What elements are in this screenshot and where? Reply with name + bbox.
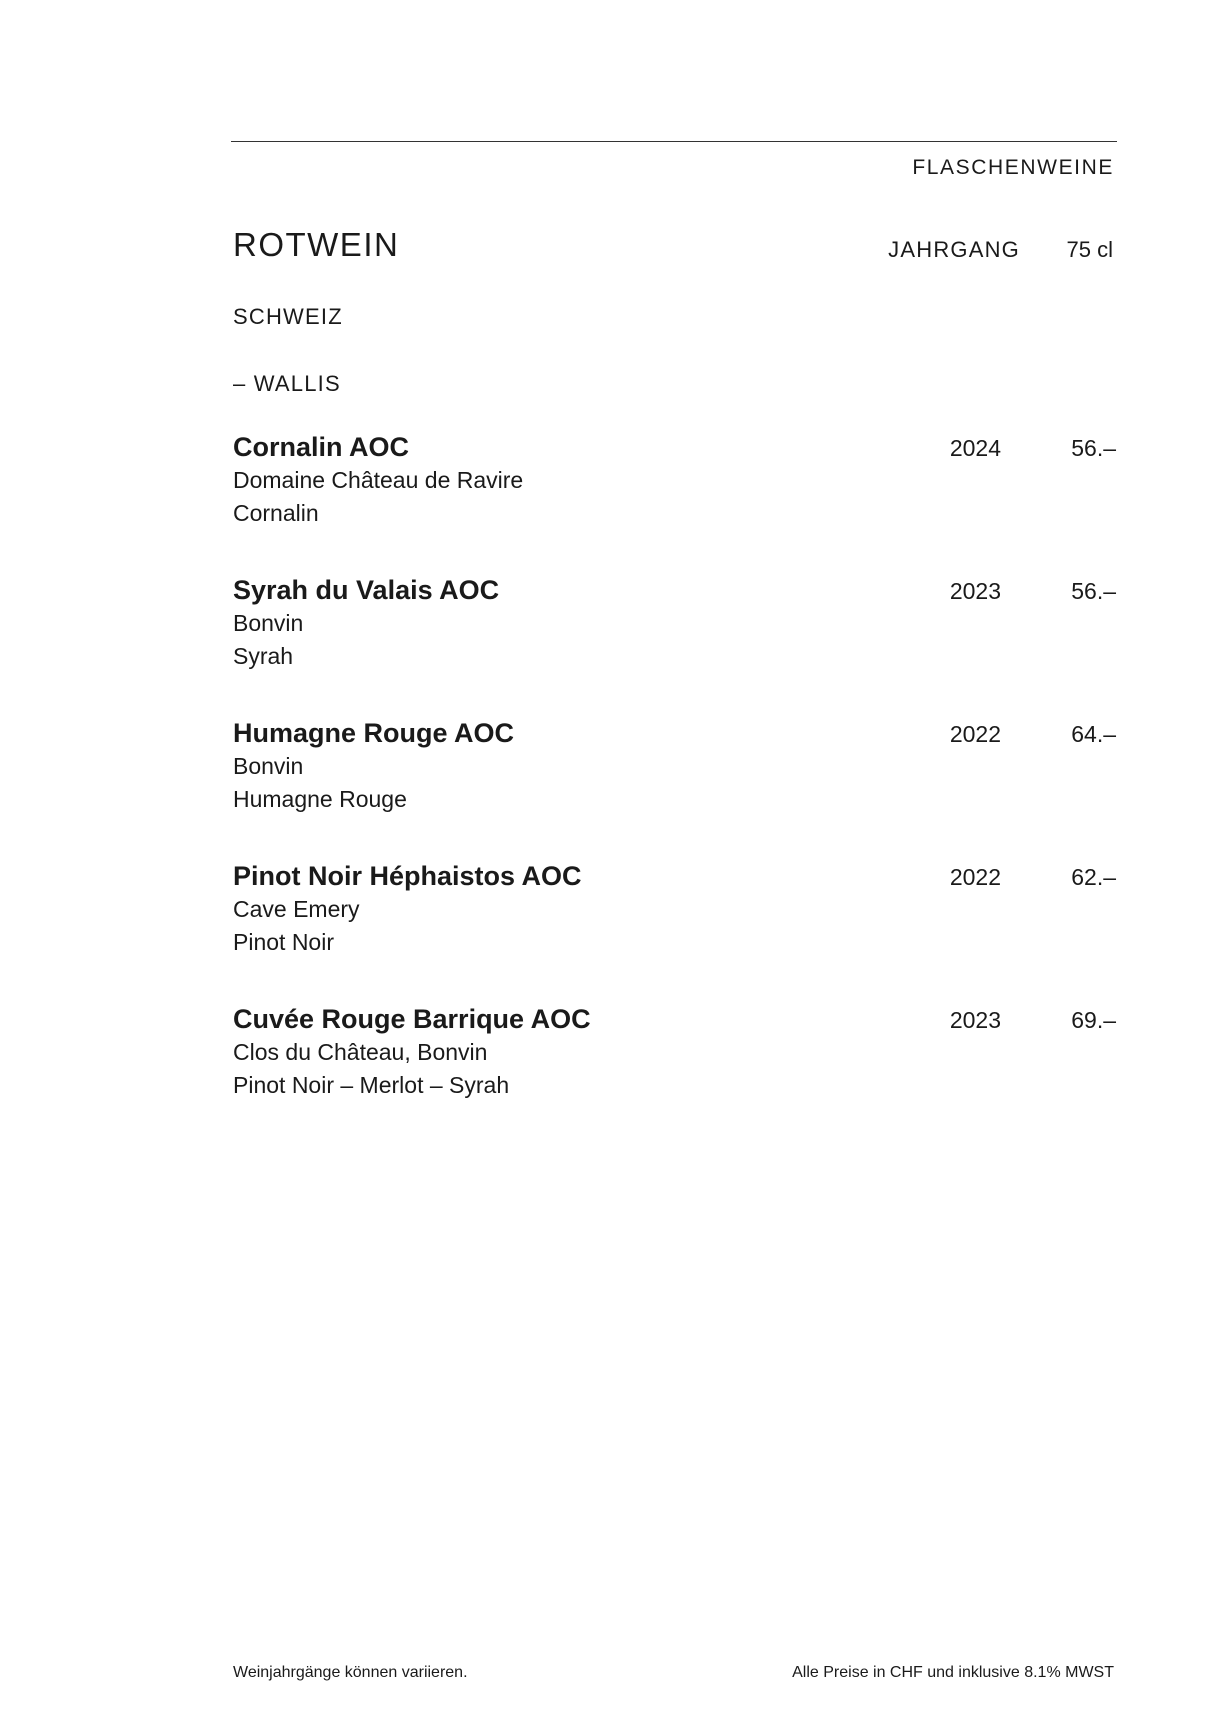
wine-item bbox=[233, 432, 1117, 542]
wine-price: 64.– bbox=[1071, 721, 1116, 747]
wine-item bbox=[233, 861, 1117, 971]
vintage-disclaimer: Weinjahrgänge können variieren. bbox=[233, 1664, 468, 1681]
wine-vintage: 2023 bbox=[949, 1007, 1001, 1033]
wine-producer: Bonvin bbox=[233, 753, 304, 779]
wine-grape: Humagne Rouge bbox=[233, 786, 407, 812]
wine-item bbox=[233, 718, 1117, 828]
wine-vintage: 2022 bbox=[949, 864, 1001, 890]
vintage-column-header: JAHRGANG bbox=[888, 237, 1020, 262]
category-title: ROTWEIN bbox=[233, 226, 400, 263]
country-heading: SCHWEIZ bbox=[233, 304, 343, 329]
wine-vintage: 2023 bbox=[949, 578, 1001, 604]
wine-vintage: 2022 bbox=[949, 721, 1001, 747]
wine-price: 62.– bbox=[1071, 864, 1116, 890]
wine-price: 56.– bbox=[1071, 435, 1116, 461]
wine-item bbox=[233, 575, 1117, 685]
wine-price: 69.– bbox=[1071, 1007, 1116, 1033]
wine-name: Humagne Rouge AOC bbox=[233, 718, 515, 748]
wine-name: Cuvée Rouge Barrique AOC bbox=[233, 1004, 591, 1034]
wine-producer: Bonvin bbox=[233, 610, 304, 636]
wine-name: Syrah du Valais AOC bbox=[233, 575, 500, 605]
section-label: FLASCHENWEINE bbox=[912, 156, 1114, 179]
wine-grape: Syrah bbox=[233, 643, 294, 669]
region-heading: – WALLIS bbox=[233, 371, 341, 396]
wine-name: Cornalin AOC bbox=[233, 432, 410, 462]
wine-price: 56.– bbox=[1071, 578, 1116, 604]
wine-vintage: 2024 bbox=[949, 435, 1001, 461]
bottle-size-column-header: 75 cl bbox=[1066, 237, 1113, 262]
price-disclaimer: Alle Preise in CHF und inklusive 8.1% MWST bbox=[792, 1664, 1114, 1681]
wine-name: Pinot Noir Héphaistos AOC bbox=[233, 861, 582, 891]
wine-item bbox=[233, 1004, 1117, 1114]
wine-producer: Clos du Château, Bonvin bbox=[233, 1039, 488, 1065]
wine-producer: Domaine Château de Ravire bbox=[233, 467, 524, 493]
wine-grape: Pinot Noir – Merlot – Syrah bbox=[233, 1072, 510, 1098]
wine-grape: Pinot Noir bbox=[233, 929, 334, 955]
wine-producer: Cave Emery bbox=[233, 896, 360, 922]
wine-grape: Cornalin bbox=[233, 500, 319, 526]
